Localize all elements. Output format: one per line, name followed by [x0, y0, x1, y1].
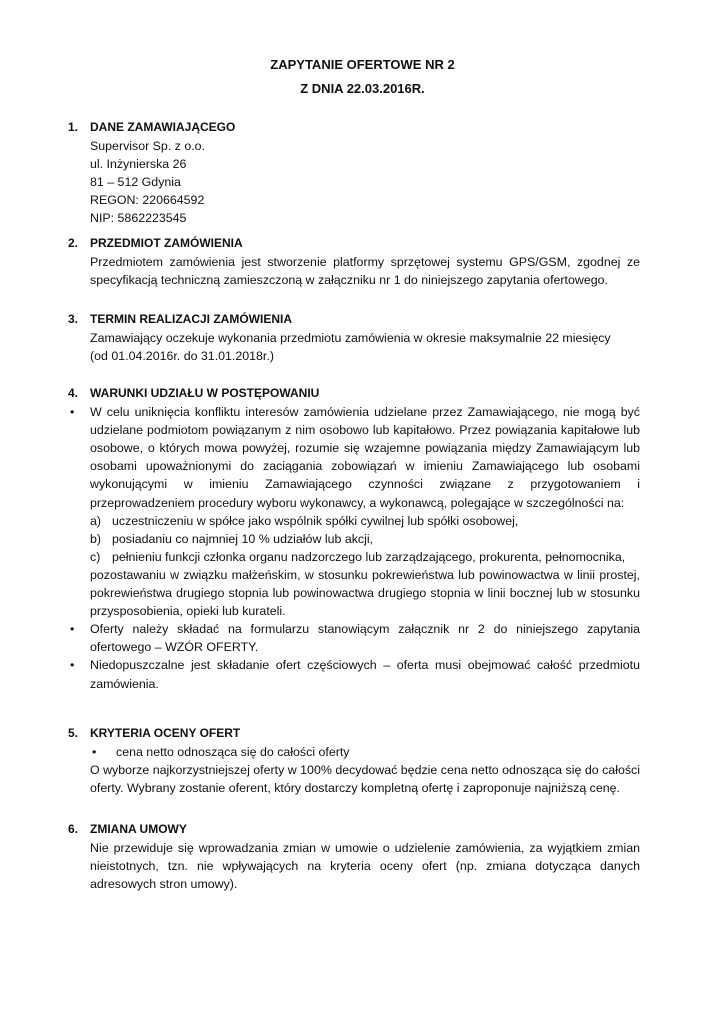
section-criteria	[68, 724, 640, 797]
deadline-dates: (od 01.04.2016r. do 31.01.2018r.)	[90, 349, 274, 364]
section-heading: 2. PRZEDMIOT ZAMÓWIENIA	[68, 236, 243, 250]
list-item: • cena netto odnosząca się do całości oferty	[68, 743, 640, 761]
sub-item-a: a) uczestniczeniu w spółce jako wspólnik spółki cywilnej lub spółki osobowej,	[90, 513, 519, 528]
buyer-street: ul. Inżynierska 26	[90, 157, 187, 172]
section-subject	[68, 234, 640, 289]
section-buyer-data	[68, 118, 640, 228]
section-heading: 6. ZMIANA UMOWY	[68, 822, 187, 836]
document-date: Z DNIA 22.03.2016R.	[300, 81, 425, 96]
document-title: ZAPYTANIE OFERTOWE NR 2	[270, 57, 455, 72]
buyer-city: 81 – 512 Gdynia	[90, 175, 181, 190]
section-conditions	[68, 384, 640, 693]
sub-item-c-continued: pozostawaniu w związku małżeńskim, w stosunku pokrewieństwa lub powinowactwa w linii prostej, pokrewieństwa drugiego stopnia lub powinowactwa drugiego stopnia w linii bocznej lub w stosunku przysposobienia, opieki lub kurateli.	[90, 567, 640, 619]
list-item: • W celu uniknięcia konfliktu interesów zamówienia udzielane przez Zamawiającego, nie mogą być udzielane podmiotom powiązanym z nim osobowo lub kapitałowo. Przez powiązania kapitałowe lub osobowe, o których mowa powyżej, rozumie się wzajemne powiązania między Zamawiającym lub osobami upoważnionymi do zaciągania zobowiązań w imieniu Zamawiającego lub osobami wykonującymi w imieniu Zamawiającego czynności związane z przygotowaniem i przeprowadzeniem procedury wyboru wykonawcy, a wykonawcą, polegające w szczególności na: a) uczestniczeniu w spółce jako wspólnik spółki cywilnej lub spółki osobowej, b) posiadaniu co najmniej 10 % udziałów lub akcji, c) pełnieniu funkcji członka organu nadzorczego lub zarządzającego, prokurenta, pełnomocnika, pozostawaniu w związku małżeńskim, w stosunku pokrewieństwa lub powinowactwa w linii prostej, pokrewieństwa drugiego stopnia lub powinowactwa drugiego stopnia w linii bocznej lub w stosunku przysposobienia, opieki lub kurateli.	[68, 403, 640, 620]
sub-item-c: c) pełnieniu funkcji członka organu nadzorczego lub zarządzającego, prokurenta, pełnomocnika,	[90, 549, 626, 564]
subject-text: Przedmiotem zamówienia jest stworzenie platformy sprzętowej systemu GPS/GSM, zgodnej ze specyfikacją techniczną zamieszczoną w załączniku nr 1 do niniejszego zapytania ofertowego.	[90, 255, 640, 288]
criteria-text: O wyborze najkorzystniejszej oferty w 100% decydować będzie cena netto odnosząca się do całości oferty. Wybrany zostanie oferent, który dostarczy kompletną ofertę i zaproponuje najniższą cenę.	[90, 763, 640, 796]
bullet-icon: •	[70, 658, 75, 673]
sub-item-b: b) posiadaniu co najmniej 10 % udziałów lub akcji,	[90, 531, 374, 546]
deadline-text: Zamawiający oczekuje wykonania przedmiotu zamówienia w okresie maksymalnie 22 miesięcy	[90, 331, 611, 346]
section-heading: 1. DANE ZAMAWIAJĄCEGO	[68, 120, 236, 134]
section-contract-changes	[68, 820, 640, 893]
buyer-name: Supervisor Sp. z o.o.	[90, 139, 206, 154]
list-item: • Oferty należy składać na formularzu stanowiącym załącznik nr 2 do niniejszego zapytania ofertowego – WZÓR OFERTY.	[70, 622, 640, 655]
bullet-icon: •	[70, 405, 75, 420]
section-heading: 5. KRYTERIA OCENY OFERT	[68, 726, 241, 740]
contract-changes-text: Nie przewiduje się wprowadzania zmian w umowie o udzielenie zamówienia, za wyjątkiem zmian nieistotnych, tzn. nie wpływających na kryteria oceny ofert (np. zmiana dotycząca danych adresowych stron umowy).	[90, 841, 640, 892]
section-heading: 3. TERMIN REALIZACJI ZAMÓWIENIA	[68, 312, 292, 326]
buyer-regon: REGON: 220664592	[90, 193, 205, 208]
bullet-icon: •	[92, 745, 97, 760]
section-deadline	[68, 310, 640, 365]
buyer-nip: NIP: 5862223545	[90, 211, 187, 226]
bullet-icon: •	[70, 622, 75, 637]
buyer-address-block	[68, 137, 640, 227]
list-item: • Niedopuszczalne jest składanie ofert częściowych – oferta musi obejmować całość przedmiotu zamówienia.	[70, 658, 640, 691]
section-heading: 4. WARUNKI UDZIAŁU W POSTĘPOWANIU	[68, 386, 320, 400]
